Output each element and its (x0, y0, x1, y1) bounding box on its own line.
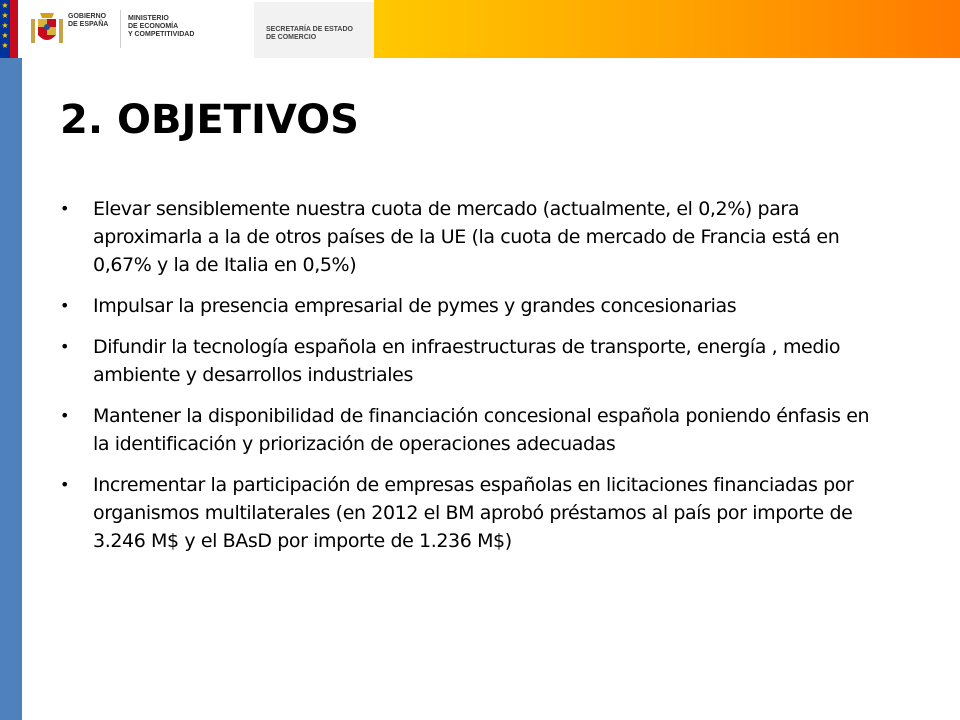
header-divider (120, 10, 121, 48)
header-logo-area (18, 0, 374, 58)
ministry-label (128, 15, 238, 39)
secretariat-line-1: SECRETARÍA DE ESTADO (266, 26, 353, 33)
ministry-line-1: MINISTERIO (128, 15, 169, 22)
list-item (60, 402, 880, 458)
list-item (60, 471, 880, 555)
bullet-text: Incrementar la participación de empresas españolas en licitaciones financiadas por organismos multilaterales (en 2012 el BM aprobó préstamos al país por importe de 3.246 M$ y el BAsD por importe de 1.236 M$) (93, 474, 854, 552)
coat-of-arms-icon (30, 9, 64, 49)
bullet-text: Difundir la tecnología española en infraestructuras de transporte, energía , medio ambiente y desarrollos industriales (93, 336, 841, 386)
list-item (60, 292, 880, 320)
left-accent-bar (0, 0, 22, 720)
list-item (60, 195, 880, 279)
list-item (60, 333, 880, 389)
ministry-line-2: DE ECONOMÍA (128, 23, 179, 30)
gov-line-2: DE ESPAÑA (68, 21, 109, 28)
bullet-icon: • (60, 199, 70, 218)
eu-flag-icon: ★ ★ ★ ★ ★ (0, 0, 10, 58)
spain-flag-strip (10, 0, 18, 58)
secretariat-label (266, 26, 371, 42)
bullet-icon: • (60, 296, 70, 315)
bullet-icon: • (60, 475, 70, 494)
ministry-line-3: Y COMPETITIVIDAD (128, 31, 195, 38)
bullet-icon: • (60, 337, 70, 356)
slide-title: 2. OBJETIVOS (60, 97, 359, 143)
secretariat-box (254, 2, 374, 58)
gov-line-1: GOBIERNO (68, 13, 107, 20)
header-banner (18, 0, 960, 58)
bullet-text: Impulsar la presencia empresarial de pymes y grandes concesionarias (93, 295, 737, 317)
bullet-text: Elevar sensiblemente nuestra cuota de mercado (actualmente, el 0,2%) para aproximarla a la de otros países de la UE (la cuota de mercado de Francia está en 0,67% y la de Italia en 0,5%) (93, 198, 840, 276)
secretariat-line-2: DE COMERCIO (266, 34, 317, 41)
bullet-icon: • (60, 406, 70, 425)
bullet-text: Mantener la disponibilidad de financiación concesional española poniendo énfasis en la identificación y priorización de operaciones adecuadas (93, 405, 870, 455)
objectives-list (60, 195, 880, 568)
